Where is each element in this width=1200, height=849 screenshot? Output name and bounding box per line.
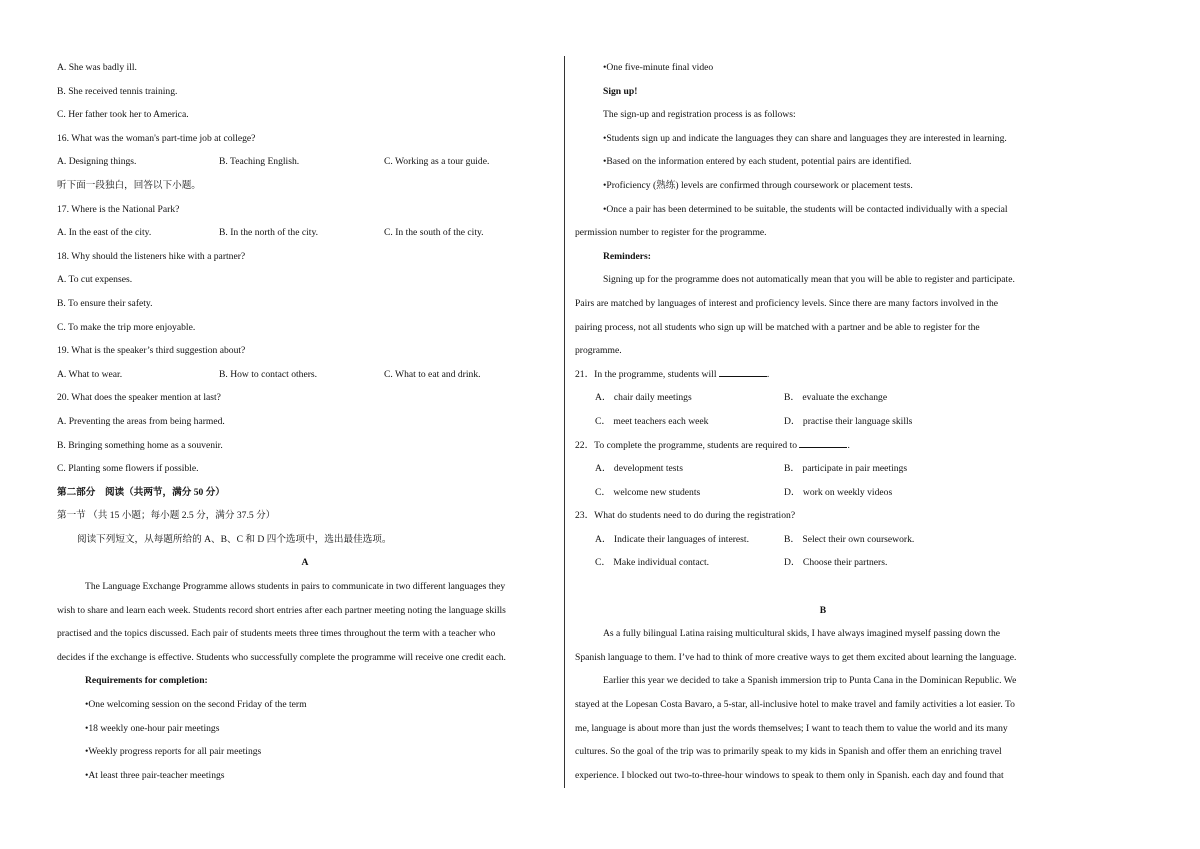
spacer — [575, 575, 1071, 599]
signup-step: •Based on the information entered by each student, potential pairs are identified. — [603, 156, 912, 168]
passage-b-line: me, language is about more than just the words themselves; I want to teach them to value the world and its many — [575, 722, 1008, 734]
q17-option-b: B. In the north of the city. — [219, 227, 319, 239]
passage-b-line: experience. I blocked out two-to-three-hour windows to speak to them only in Spanish. each day and found that — [575, 769, 1004, 781]
q22-stem: 22．To complete the programme, students are required to . — [575, 439, 850, 451]
q19-options — [57, 363, 553, 387]
q19-stem: 19. What is the speaker’s third suggestion about? — [57, 345, 246, 357]
q16-stem: 16. What was the woman's part-time job at college? — [57, 132, 256, 144]
q22-option-d: D． work on weekly videos — [784, 486, 893, 498]
q21-option-c: C． meet teachers each week — [595, 415, 709, 427]
passage-b-line: cultures. So the goal of the trip was to primarily speak to my kids in Spanish and offer them an enriching travel — [575, 746, 1002, 758]
signup-intro: The sign-up and registration process is as follows: — [603, 109, 796, 121]
q22-options-row1 — [575, 457, 1071, 481]
q23-option-a: A． Indicate their languages of interest. — [595, 533, 749, 545]
signup-step-cont: permission number to register for the programme. — [575, 227, 767, 239]
q23-options-row1 — [575, 528, 1071, 552]
q23-option-d: D． Choose their partners. — [784, 557, 888, 569]
q22-option-c: C． welcome new students — [595, 486, 701, 498]
q22-stem-text: 22．To complete the programme, students are required to — [575, 439, 798, 451]
q16-options — [57, 150, 553, 174]
q23-option-b: B． Select their own coursework. — [784, 533, 915, 545]
q22-options-row2 — [575, 481, 1071, 505]
reminders-line: Signing up for the programme does not automatically mean that you will be able to register and participate. — [603, 274, 1015, 286]
signup-step: •Once a pair has been determined to be suitable, the students will be contacted individually with a special — [603, 203, 1008, 215]
column-divider — [564, 56, 565, 788]
passage-a-line: decides if the exchange is effective. Students who successfully complete the programme will receive one credit each. — [57, 651, 506, 663]
passage-a-line: wish to share and learn each week. Students record short entries after each partner meeting noting the language skills — [57, 604, 506, 616]
requirement-item: •Weekly progress reports for all pair meetings — [85, 746, 262, 758]
requirement-item: •18 weekly one-hour pair meetings — [85, 722, 220, 734]
right-column — [575, 56, 1071, 787]
q21-stem: 21．In the programme, students will . — [575, 368, 770, 380]
q16-option-b: B. Teaching English. — [219, 156, 300, 168]
q23-stem: 23．What do students need to do during the registration? — [575, 510, 796, 522]
requirement-item: •At least three pair-teacher meetings — [85, 769, 225, 781]
instruction: 阅读下列短文，从每题所给的 A、B、C 和 D 四个选项中，选出最佳选项。 — [77, 533, 392, 545]
monologue-intro: 听下面一段独白，回答以下小题。 — [57, 179, 201, 191]
q22-option-a: A． development tests — [595, 463, 683, 475]
q16-option-c: C. Working as a tour guide. — [384, 156, 490, 168]
q17-option-a: A. In the east of the city. — [57, 227, 152, 239]
q21-option-a: A． chair daily meetings — [595, 392, 692, 404]
q21-option-d: D． practise their language skills — [784, 415, 913, 427]
passage-a-label: A — [301, 557, 309, 569]
q19-option-c: C. What to eat and drink. — [384, 368, 481, 380]
passage-b-line: stayed at the Lopesan Costa Bavaro, a 5-star, all-inclusive hotel to make travel and family activities a lot easier. To — [575, 699, 1015, 711]
q19-option-b: B. How to contact others. — [219, 368, 318, 380]
q18-option-b: B. To ensure their safety. — [57, 297, 153, 309]
q23-option-c: C． Make individual contact. — [595, 557, 710, 569]
requirement-item: •One welcoming session on the second Friday of the term — [85, 699, 307, 711]
q23-options-row2 — [575, 551, 1071, 575]
q20-option-c: C. Planting some flowers if possible. — [57, 463, 199, 475]
q18-stem: 18. Why should the listeners hike with a partner? — [57, 250, 246, 262]
reminders-line: Pairs are matched by languages of interest and proficiency levels. Since there are many factors involved in the — [575, 297, 999, 309]
requirement-item: •One five-minute final video — [603, 62, 714, 73]
reminders-title: Reminders: — [603, 250, 651, 262]
signup-title: Sign up! — [603, 85, 638, 97]
q18-option-c: C. To make the trip more enjoyable. — [57, 321, 196, 333]
section1-title: 第一节 （共 15 小题；每小题 2.5 分，满分 37.5 分） — [57, 510, 276, 522]
q19-option-a: A. What to wear. — [57, 368, 123, 380]
q20-stem: 20. What does the speaker mention at last? — [57, 392, 221, 404]
q21-options-row2 — [575, 410, 1071, 434]
reminders-line: programme. — [575, 345, 622, 357]
q20-option-a: A. Preventing the areas from being harmed. — [57, 415, 225, 427]
q17-options — [57, 221, 553, 245]
q16-option-a: A. Designing things. — [57, 156, 137, 168]
passage-a-line: practised and the topics discussed. Each pair of students meets three times throughout the term with a teacher who — [57, 628, 496, 640]
signup-step: •Students sign up and indicate the languages they can share and languages they are interested in learning. — [603, 132, 1007, 144]
answer-blank — [799, 438, 847, 448]
q17-option-c: C. In the south of the city. — [384, 227, 484, 239]
passage-b-label: B — [819, 604, 827, 616]
part2-title: 第二部分 阅读（共两节，满分 50 分） — [57, 486, 225, 498]
q18-option-a: A. To cut expenses. — [57, 274, 133, 286]
passage-b-line: Spanish language to them. I’ve had to think of more creative ways to get them excited about learning the language. — [575, 651, 1017, 663]
q21-stem-text: 21．In the programme, students will — [575, 368, 717, 380]
q15-option-a: A. She was badly ill. — [57, 62, 137, 73]
reminders-line: pairing process, not all students who sign up will be matched with a partner and be able to register for the — [575, 321, 980, 333]
answer-blank — [719, 367, 767, 377]
q15-option-c: C. Her father took her to America. — [57, 109, 189, 121]
signup-step: •Proficiency (熟练) levels are confirmed through coursework or placement tests. — [603, 179, 913, 191]
q21-option-b: B． evaluate the exchange — [784, 392, 888, 404]
q17-stem: 17. Where is the National Park? — [57, 203, 180, 215]
q20-option-b: B. Bringing something home as a souvenir. — [57, 439, 223, 451]
passage-a-line: The Language Exchange Programme allows students in pairs to communicate in two different languages they — [85, 581, 506, 593]
q15-option-b: B. She received tennis training. — [57, 85, 178, 97]
passage-b-line: As a fully bilingual Latina raising multicultural skids, I have always imagined myself passing down the — [603, 628, 1000, 640]
requirements-title: Requirements for completion: — [85, 675, 208, 687]
q22-option-b: B． participate in pair meetings — [784, 463, 908, 475]
q21-options-row1 — [575, 386, 1071, 410]
left-column — [57, 56, 553, 787]
passage-b-line: Earlier this year we decided to take a Spanish immersion trip to Punta Cana in the Dominican Republic. We — [603, 675, 1017, 687]
